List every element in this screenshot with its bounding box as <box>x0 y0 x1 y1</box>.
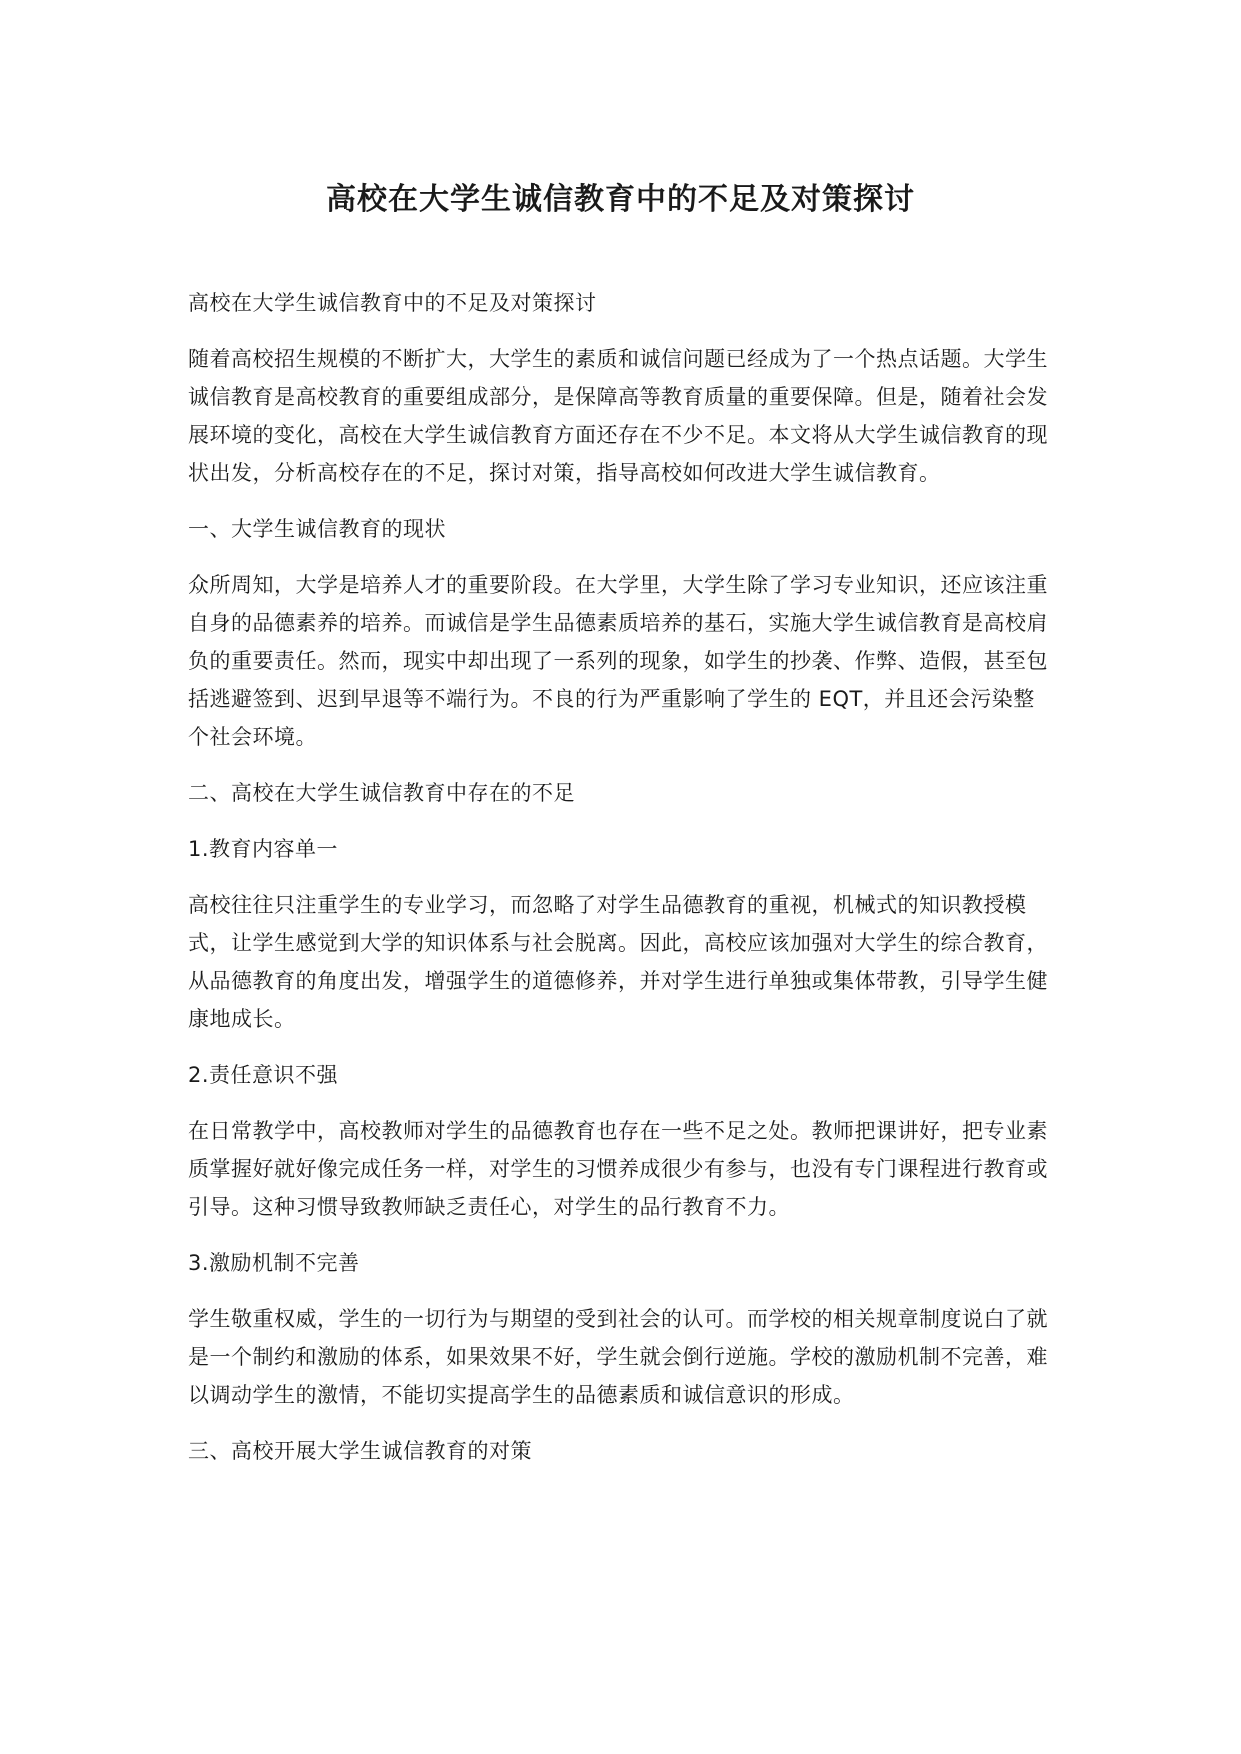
section-heading-1: 一、大学生诚信教育的现状 <box>188 517 446 541</box>
subsection-2-1-paragraph: 高校往往只注重学生的专业学习，而忽略了对学生品德教育的重视，机械式的知识教授模式，让学生感觉到大学的知识体系与社会脱离。因此，高校应该加强对大学生的综合教育，从品德教育的角度出发，增强学生的道德修养，并对学生进行单独或集体带教，引导学生健康地成长。 <box>188 893 1048 1031</box>
subsection-2-3-paragraph: 学生敬重权威，学生的一切行为与期望的受到社会的认可。而学校的相关规章制度说白了就是一个制约和激励的体系，如果效果不好，学生就会倒行逆施。学校的激励机制不完善，难以调动学生的激情，不能切实提高学生的品德素质和诚信意识的形成。 <box>188 1307 1048 1407</box>
document-title: 高校在大学生诚信教育中的不足及对策探讨 <box>326 182 915 217</box>
document-subtitle: 高校在大学生诚信教育中的不足及对策探讨 <box>188 291 597 315</box>
subsection-2-2-paragraph: 在日常教学中，高校教师对学生的品德教育也存在一些不足之处。教师把课讲好，把专业素质掌握好就好像完成任务一样，对学生的习惯养成很少有参与，也没有专门课程进行教育或引导。这种习惯导致教师缺乏责任心，对学生的品行教育不力。 <box>188 1119 1048 1219</box>
section-heading-3: 三、高校开展大学生诚信教育的对策 <box>188 1439 532 1463</box>
section-heading-2: 二、高校在大学生诚信教育中存在的不足 <box>188 781 575 805</box>
intro-paragraph: 随着高校招生规模的不断扩大，大学生的素质和诚信问题已经成为了一个热点话题。大学生诚信教育是高校教育的重要组成部分，是保障高等教育质量的重要保障。但是，随着社会发展环境的变化，高校在大学生诚信教育方面还存在不少不足。本文将从大学生诚信教育的现状出发，分析高校存在的不足，探讨对策，指导高校如何改进大学生诚信教育。 <box>188 347 1048 485</box>
section-1-paragraph: 众所周知，大学是培养人才的重要阶段。在大学里，大学生除了学习专业知识，还应该注重自身的品德素养的培养。而诚信是学生品德素质培养的基石，实施大学生诚信教育是高校肩负的重要责任。然而，现实中却出现了一系列的现象，如学生的抄袭、作弊、造假，甚至包括逃避签到、迟到早退等不端行为。不良的行为严重影响了学生的 EQT，并且还会污染整个社会环境。 <box>188 573 1048 749</box>
document-body <box>188 284 1054 1488</box>
subsection-heading-2-1: 1.教育内容单一 <box>188 837 339 861</box>
subsection-heading-2-2: 2.责任意识不强 <box>188 1063 339 1087</box>
subsection-heading-2-3: 3.激励机制不完善 <box>188 1251 360 1275</box>
